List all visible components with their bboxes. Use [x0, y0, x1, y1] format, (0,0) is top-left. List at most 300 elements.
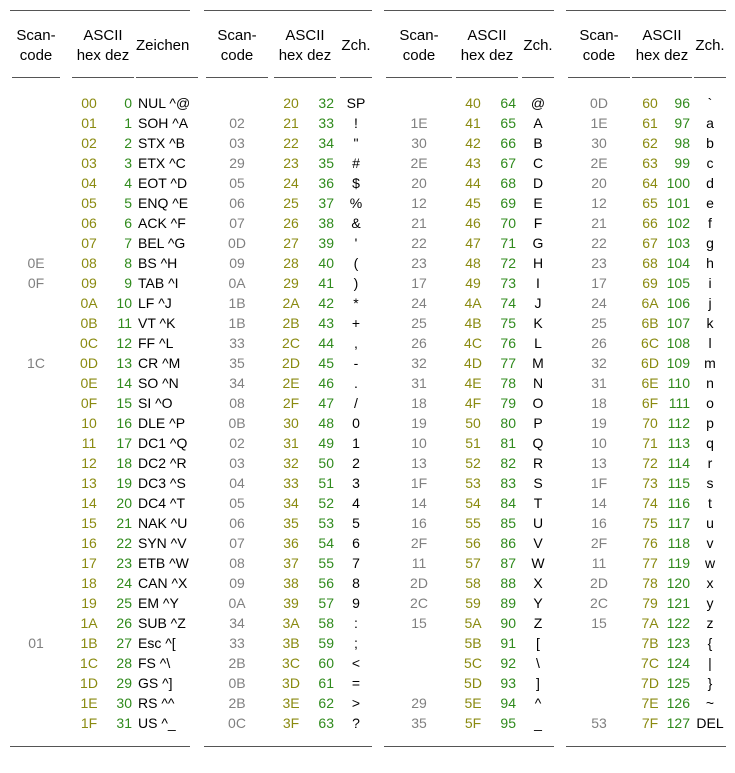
char-cell: 9: [352, 595, 360, 611]
table-row: [566, 573, 726, 593]
hex-cell: 73: [642, 475, 658, 491]
scancode-cell: [10, 573, 62, 593]
table-row: [384, 93, 554, 113]
dec-cell: 84: [500, 495, 516, 511]
char-cell: GS ^]: [138, 675, 173, 691]
char-cell: ;: [354, 635, 358, 651]
dec-cell: 73: [500, 275, 516, 291]
char-cell: O: [532, 395, 544, 411]
table-row: [384, 453, 554, 473]
hex-cell: 63: [642, 155, 658, 171]
scancode-cell: 0F: [27, 275, 45, 291]
dec-cell: 1: [124, 115, 132, 131]
table-row: [204, 513, 372, 533]
dec-cell: 64: [500, 95, 516, 111]
dec-cell: 79: [500, 395, 516, 411]
scancode-cell: 07: [229, 535, 245, 551]
dec-cell: 115: [667, 475, 690, 491]
scancode-cell: 08: [229, 395, 245, 411]
dec-cell: 97: [674, 115, 690, 131]
hex-cell: 5B: [464, 635, 482, 651]
scancode-cell: 25: [591, 315, 607, 331]
char-cell: 1: [352, 435, 360, 451]
hex-cell: 4B: [464, 315, 482, 331]
char-cell: m: [704, 355, 716, 371]
hex-cell: 03: [81, 155, 97, 171]
table-row: [384, 113, 554, 133]
char-cell: ): [353, 275, 359, 291]
char-cell: }: [707, 675, 713, 691]
dec-cell: 89: [500, 595, 516, 611]
char-cell: T: [533, 495, 543, 511]
dec-cell: 90: [500, 615, 516, 631]
dec-cell: 108: [666, 335, 690, 351]
scancode-cell: [10, 513, 62, 533]
hex-cell: 57: [465, 555, 481, 571]
dec-cell: 41: [318, 275, 334, 291]
char-cell: w: [704, 555, 716, 571]
scancode-cell: [10, 533, 62, 553]
dec-cell: 122: [666, 615, 690, 631]
header-rule-char: [340, 77, 372, 78]
table-row: [566, 433, 726, 453]
dec-cell: 47: [318, 395, 334, 411]
header-rule-scancode: [206, 77, 268, 78]
scancode-cell: 02: [229, 115, 245, 131]
dec-cell: 8: [124, 255, 132, 271]
dec-cell: 40: [318, 255, 334, 271]
top-rule: [10, 10, 190, 11]
dec-cell: 7: [124, 235, 132, 251]
scancode-cell: 19: [591, 415, 607, 431]
char-cell: ": [353, 135, 359, 151]
scancode-cell: 35: [411, 715, 427, 731]
scancode-cell: [10, 173, 62, 193]
dec-cell: 38: [318, 215, 334, 231]
bottom-rule: [204, 746, 372, 747]
scancode-cell: 2E: [410, 155, 428, 171]
hex-cell: 52: [465, 455, 481, 471]
hex-cell: 48: [465, 255, 481, 271]
dec-cell: 9: [124, 275, 132, 291]
scancode-cell: [10, 153, 62, 173]
hex-cell: 08: [81, 255, 97, 271]
table-row: [566, 253, 726, 273]
table-row: [566, 513, 726, 533]
scancode-cell: [10, 373, 62, 393]
hex-cell: 78: [642, 575, 658, 591]
char-cell: q: [706, 435, 714, 451]
scancode-cell: 06: [229, 515, 245, 531]
scancode-cell: [384, 633, 454, 653]
char-cell: BEL ^G: [138, 235, 186, 251]
dec-cell: 98: [674, 135, 690, 151]
char-cell: *: [353, 295, 359, 311]
dec-cell: 18: [116, 455, 132, 471]
scancode-cell: 01: [28, 635, 44, 651]
hex-cell: 06: [81, 215, 97, 231]
dec-cell: 13: [116, 355, 132, 371]
dec-cell: 87: [500, 555, 516, 571]
hex-cell: 19: [81, 595, 97, 611]
hex-cell: 5F: [464, 715, 482, 731]
char-cell: x: [706, 575, 714, 591]
char-cell: B: [533, 135, 543, 151]
table-row: [204, 553, 372, 573]
dec-cell: 22: [116, 535, 132, 551]
char-cell: Y: [533, 595, 543, 611]
hex-cell: 1E: [80, 695, 98, 711]
char-cell: `: [707, 95, 713, 111]
table-row: [384, 373, 554, 393]
header-rule-ascii: [632, 77, 692, 78]
hex-cell: 0C: [80, 335, 98, 351]
char-cell: SP: [346, 95, 366, 111]
scancode-cell: 30: [411, 135, 427, 151]
scancode-cell: [384, 653, 454, 673]
dec-cell: 104: [666, 255, 690, 271]
hex-cell: 79: [642, 595, 658, 611]
char-cell: SUB ^Z: [138, 615, 186, 631]
hex-cell: 4C: [464, 335, 482, 351]
char-cell: a: [706, 115, 714, 131]
hex-cell: 22: [283, 135, 299, 151]
scancode-cell: [10, 673, 62, 693]
scancode-cell: 17: [411, 275, 427, 291]
scancode-cell: 29: [411, 695, 427, 711]
hex-cell: 3F: [282, 715, 300, 731]
char-cell: EOT ^D: [138, 175, 188, 191]
table-row: [10, 273, 190, 293]
hex-cell: 56: [465, 535, 481, 551]
scancode-cell: 2F: [410, 535, 428, 551]
dec-cell: 58: [318, 615, 334, 631]
hex-cell: 16: [81, 535, 97, 551]
scancode-cell: [204, 93, 270, 113]
table-row: [384, 333, 554, 353]
scancode-cell: 0E: [27, 255, 45, 271]
table-row: [566, 593, 726, 613]
hex-cell: 25: [283, 195, 299, 211]
dec-cell: 26: [116, 615, 132, 631]
header-ascii: ASCII hex dez: [460, 27, 514, 64]
char-cell: US ^_: [138, 715, 176, 731]
char-cell: X: [533, 575, 543, 591]
dec-cell: 95: [500, 715, 516, 731]
scancode-cell: [10, 113, 62, 133]
scancode-cell: 06: [229, 195, 245, 211]
header-rule-scancode: [568, 77, 630, 78]
dec-cell: 123: [666, 635, 690, 651]
scancode-cell: 2C: [410, 595, 428, 611]
dec-cell: 116: [667, 495, 690, 511]
table-row: [566, 293, 726, 313]
char-cell: l: [708, 335, 712, 351]
table-row: [384, 613, 554, 633]
hex-cell: 62: [642, 135, 658, 151]
char-cell: EM ^Y: [138, 595, 179, 611]
header-rule-scancode: [12, 77, 60, 78]
dec-cell: 121: [666, 595, 690, 611]
scancode-cell: 32: [411, 355, 427, 371]
char-cell: ]: [536, 675, 540, 691]
dec-cell: 126: [666, 695, 690, 711]
table-row: [204, 313, 372, 333]
char-cell: %: [349, 195, 363, 211]
char-cell: DC4 ^T: [138, 495, 186, 511]
table-row: [10, 193, 190, 213]
char-cell: W: [531, 555, 545, 571]
char-cell: b: [706, 135, 714, 151]
table-row: [204, 633, 372, 653]
char-cell: 8: [352, 575, 360, 591]
table-row: [384, 393, 554, 413]
dec-cell: 102: [666, 215, 690, 231]
char-cell: n: [706, 375, 714, 391]
top-rule: [384, 10, 554, 11]
header-ascii: ASCII hex dez: [278, 27, 332, 64]
dec-cell: 76: [500, 335, 516, 351]
hex-cell: 72: [642, 455, 658, 471]
dec-cell: 74: [500, 295, 516, 311]
dec-cell: 117: [667, 515, 690, 531]
header-char: Zch.: [523, 37, 553, 54]
table-row: [566, 473, 726, 493]
hex-cell: 30: [283, 415, 299, 431]
hex-cell: 31: [283, 435, 299, 451]
table-row: [566, 553, 726, 573]
char-cell: K: [533, 315, 543, 331]
scancode-cell: 10: [591, 435, 607, 451]
dec-cell: 70: [500, 215, 516, 231]
dec-cell: 37: [318, 195, 334, 211]
char-cell: ?: [352, 715, 360, 731]
scancode-cell: [10, 93, 62, 113]
dec-cell: 92: [500, 655, 516, 671]
table-row: [10, 493, 190, 513]
dec-cell: 60: [318, 655, 334, 671]
char-cell: 2: [352, 455, 360, 471]
scancode-cell: [10, 413, 62, 433]
table-row: [566, 193, 726, 213]
scancode-cell: 25: [411, 315, 427, 331]
table-row: [566, 533, 726, 553]
char-cell: @: [530, 95, 546, 111]
hex-cell: 7E: [641, 695, 659, 711]
scancode-cell: 10: [411, 435, 427, 451]
table-row: [204, 393, 372, 413]
char-cell: g: [706, 235, 714, 251]
table-row: [10, 613, 190, 633]
table-row: [204, 333, 372, 353]
char-cell: 5: [352, 515, 360, 531]
char-cell: :: [354, 615, 358, 631]
hex-cell: 70: [642, 415, 658, 431]
char-cell: M: [532, 355, 544, 371]
table-row: [10, 513, 190, 533]
char-cell: ACK ^F: [138, 215, 186, 231]
hex-cell: 18: [81, 575, 97, 591]
table-row: [10, 593, 190, 613]
char-cell: DLE ^P: [138, 415, 186, 431]
dec-cell: 54: [318, 535, 334, 551]
dec-cell: 57: [318, 595, 334, 611]
scancode-cell: 30: [591, 135, 607, 151]
header-char: Zeichen: [136, 37, 190, 54]
dec-cell: 43: [318, 315, 334, 331]
table-row: [10, 153, 190, 173]
table-row: [566, 673, 726, 693]
hex-cell: 6D: [641, 355, 659, 371]
hex-cell: 64: [642, 175, 658, 191]
dec-cell: 50: [318, 455, 334, 471]
hex-cell: 74: [642, 495, 658, 511]
hex-cell: 00: [81, 95, 97, 111]
scancode-cell: [10, 713, 62, 733]
scancode-cell: 1F: [410, 475, 428, 491]
dec-cell: 124: [666, 655, 690, 671]
scancode-cell: 18: [591, 395, 607, 411]
scancode-cell: 1B: [228, 315, 246, 331]
scancode-cell: 14: [411, 495, 427, 511]
scancode-cell: 05: [229, 495, 245, 511]
scancode-cell: 1C: [27, 355, 45, 371]
table-row: [204, 133, 372, 153]
char-cell: o: [706, 395, 714, 411]
dec-cell: 34: [318, 135, 334, 151]
char-cell: <: [351, 655, 361, 671]
table-row: [204, 193, 372, 213]
dec-cell: 32: [318, 95, 334, 111]
dec-cell: 100: [666, 175, 690, 191]
hex-cell: 61: [642, 115, 658, 131]
char-cell: ETB ^W: [138, 555, 189, 571]
char-cell: SOH ^A: [138, 115, 189, 131]
char-cell: A: [533, 115, 543, 131]
dec-cell: 6: [124, 215, 132, 231]
hex-cell: 13: [81, 475, 97, 491]
hex-cell: 75: [642, 515, 658, 531]
table-row: [10, 93, 190, 113]
header-rule-char: [136, 77, 198, 78]
char-cell: |: [708, 655, 712, 671]
dec-cell: 125: [666, 675, 690, 691]
table-row: [384, 273, 554, 293]
hex-cell: 35: [283, 515, 299, 531]
hex-cell: 4A: [464, 295, 482, 311]
dec-cell: 68: [500, 175, 516, 191]
table-row: [384, 553, 554, 573]
hex-cell: 0F: [80, 395, 98, 411]
char-cell: SI ^O: [138, 395, 173, 411]
scancode-cell: 03: [229, 135, 245, 151]
table-row: [204, 273, 372, 293]
table-row: [384, 193, 554, 213]
dec-cell: 81: [500, 435, 516, 451]
hex-cell: 4D: [464, 355, 482, 371]
dec-cell: 85: [500, 515, 516, 531]
scancode-cell: 09: [229, 575, 245, 591]
table-row: [384, 213, 554, 233]
dec-cell: 46: [318, 375, 334, 391]
table-row: [10, 313, 190, 333]
dec-cell: 103: [666, 235, 690, 251]
hex-cell: 66: [642, 215, 658, 231]
table-row: [204, 353, 372, 373]
hex-cell: 77: [642, 555, 658, 571]
dec-cell: 39: [318, 235, 334, 251]
hex-cell: 29: [283, 275, 299, 291]
hex-cell: 44: [465, 175, 481, 191]
scancode-cell: 19: [411, 415, 427, 431]
table-row: [384, 173, 554, 193]
dec-cell: 2: [124, 135, 132, 151]
scancode-cell: 1E: [410, 115, 428, 131]
dec-cell: 21: [116, 515, 132, 531]
hex-cell: 5D: [464, 675, 482, 691]
dec-cell: 101: [666, 195, 690, 211]
table-row: [566, 373, 726, 393]
hex-cell: 1D: [80, 675, 98, 691]
dec-cell: 110: [667, 375, 690, 391]
dec-cell: 112: [667, 415, 690, 431]
scancode-cell: 15: [411, 615, 427, 631]
char-cell: k: [706, 315, 714, 331]
hex-cell: 51: [465, 435, 481, 451]
hex-cell: 2B: [282, 315, 300, 331]
dec-cell: 63: [318, 715, 334, 731]
table-row: [384, 253, 554, 273]
table-row: [384, 713, 554, 733]
hex-cell: 2D: [282, 355, 300, 371]
char-cell: NUL ^@: [138, 95, 191, 111]
scancode-cell: 12: [411, 195, 427, 211]
table-row: [566, 173, 726, 193]
char-cell: $: [352, 175, 360, 191]
table-row: [566, 93, 726, 113]
scancode-cell: 11: [411, 555, 427, 571]
char-cell: (: [353, 255, 359, 271]
dec-cell: 111: [668, 395, 690, 411]
char-cell: h: [706, 255, 714, 271]
hex-cell: 23: [283, 155, 299, 171]
table-row: [384, 513, 554, 533]
scancode-cell: [10, 313, 62, 333]
scancode-cell: [10, 473, 62, 493]
char-cell: V: [533, 535, 543, 551]
char-cell: s: [706, 475, 714, 491]
hex-cell: 15: [81, 515, 97, 531]
top-rule: [566, 10, 726, 11]
scancode-cell: [10, 653, 62, 673]
dec-cell: 56: [318, 575, 334, 591]
dec-cell: 55: [318, 555, 334, 571]
table-row: [384, 353, 554, 373]
scancode-cell: 23: [411, 255, 427, 271]
char-cell: Z: [533, 615, 543, 631]
hex-cell: 2A: [282, 295, 300, 311]
header-rule-scancode: [386, 77, 452, 78]
dec-cell: 72: [500, 255, 516, 271]
dec-cell: 14: [116, 375, 132, 391]
scancode-cell: [10, 433, 62, 453]
dec-cell: 93: [500, 675, 516, 691]
header-char: Zch.: [341, 37, 371, 54]
table-block-3: [384, 0, 554, 773]
char-cell: u: [706, 515, 714, 531]
scancode-cell: [10, 393, 62, 413]
table-row: [384, 313, 554, 333]
